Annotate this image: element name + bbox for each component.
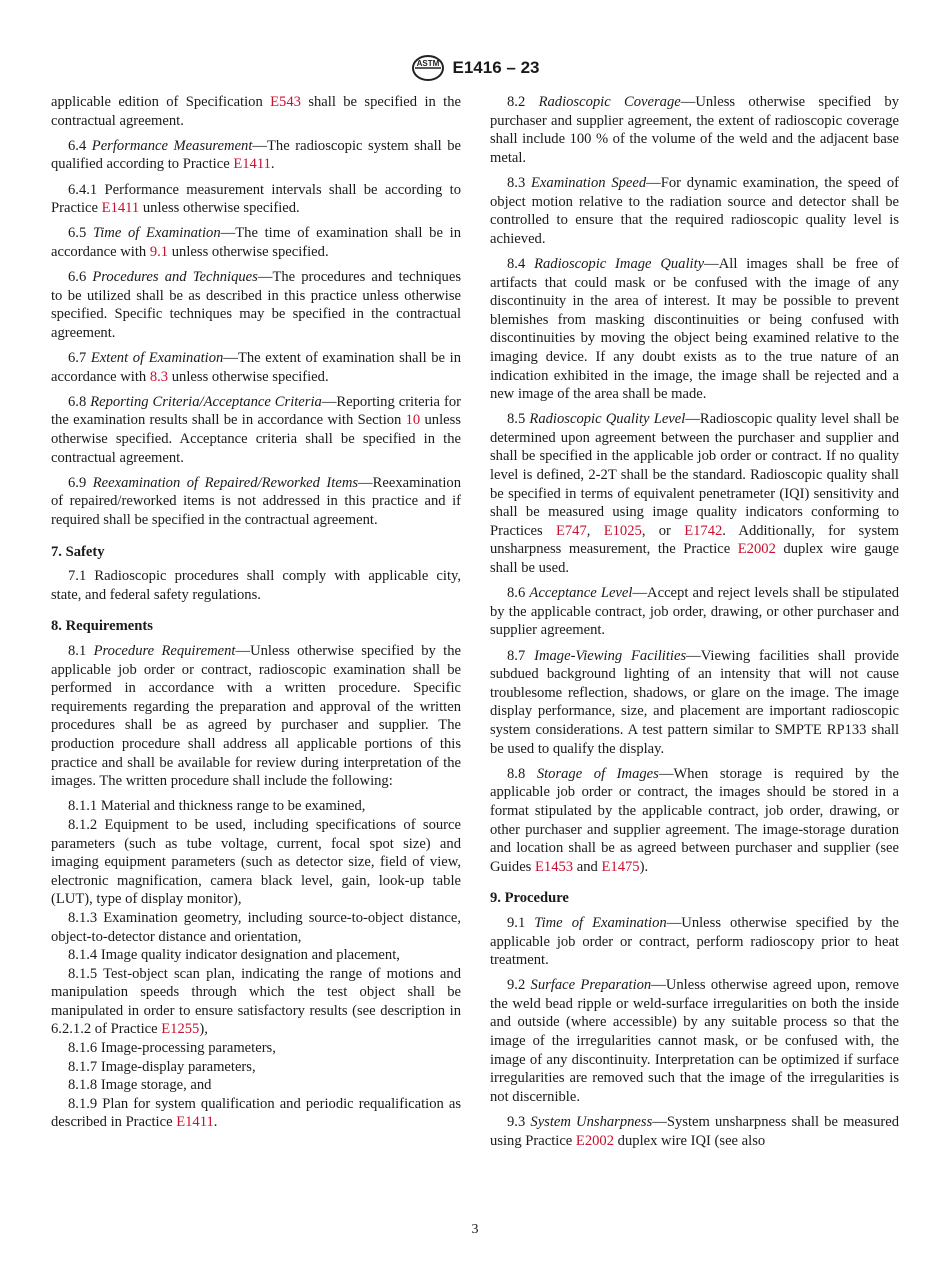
paragraph-continuation: applicable edition of Specification E543 shall be specified in the contractual agreement. xyxy=(51,94,461,129)
ref-link[interactable]: 9.1 xyxy=(149,243,169,260)
ref-link[interactable]: E747 xyxy=(555,522,587,539)
ref-link[interactable]: E1475 xyxy=(601,858,640,875)
ref-link[interactable]: E1025 xyxy=(603,522,642,539)
page-header xyxy=(0,54,950,84)
ref-link[interactable]: E1453 xyxy=(535,858,574,875)
heading-safety: 7. Safety xyxy=(51,543,105,560)
list-item: 8.1.1 Material and thickness range to be examined, xyxy=(68,798,366,815)
list-item: 8.1.5 Test-object scan plan, indicating the range of motions and manipulation speeds through which the test object shall be manipulated in order to ensure satisfactory results (see description in 6.2.1.2 of Practice E1255), xyxy=(51,965,461,1038)
section-9-3: 9.3 System Unsharpness—System unsharpness shall be measured using Practice E2002 duplex wire IQI (see also xyxy=(490,1114,899,1149)
ref-link[interactable]: 8.3 xyxy=(149,368,169,385)
astm-logo-icon xyxy=(411,54,445,82)
list-item: 8.1.3 Examination geometry, including source-to-object distance, object-to-detector distance and orientation, xyxy=(51,909,461,945)
ref-link[interactable]: E2002 xyxy=(737,541,776,558)
section-8-4: 8.4 Radioscopic Image Quality—All images shall be free of artifacts that could mask or be confused with the image of any discontinuity in the area of interest. It may be possible to prevent blemishes from masking discontinuities or being confused with discontinuities by moving the object being examined relative to the imaging device. If any doubt exists as to the true nature of an indication exhibited in the image, the image shall be rejected and a new image of the area shall be made. xyxy=(490,255,900,403)
section-9-1: 9.1 Time of Examination—Unless otherwise specified by the applicable job order or contract, perform radioscopy prior to heat treatment. xyxy=(490,914,899,969)
section-8-1: 8.1 Procedure Requirement—Unless otherwise specified by the applicable job order or contract, radioscopic examination shall be performed in accordance with a written procedure. Specific requirements regarding the preparation and approval of the written procedures shall be as agreed by purchaser and supplier. The production procedure shall address all applicable portions of this practice and shall be available for review during interpretation of the images. The written procedure shall include the following: xyxy=(51,643,462,790)
list-item: 8.1.6 Image-processing parameters, xyxy=(68,1040,276,1057)
section-6-7: 6.7 Extent of Examination—The extent of examination shall be in accordance with 8.3 unless otherwise specified. xyxy=(51,350,462,385)
left-column xyxy=(51,93,461,1132)
section-8-5: 8.5 Radioscopic Quality Level—Radioscopic quality level shall be determined upon agreement between the purchaser and supplier and shall be specified in the applicable job order or contract. If no quality level is defined, 2-2T shall be the standard. Radioscopic quality shall be specified in terms of equivalent penetrameter (IQI) sensitivity and shall be measured using image quality indicators conforming to Practices E747, E1025, or E1742. Additionally, for system unsharpness measurement, the Practice E2002 duplex wire gauge shall be used. xyxy=(490,411,900,577)
ref-link[interactable]: 10 xyxy=(405,412,421,429)
section-6-9: 6.9 Reexamination of Repaired/Reworked Items—Reexamination of repaired/reworked items is not addressed in this practice and if required shall be specified in the contractual agreement. xyxy=(51,474,461,529)
list-item: 8.1.4 Image quality indicator designation and placement, xyxy=(68,947,400,964)
section-8-2: 8.2 Radioscopic Coverage—Unless otherwise specified by purchaser and supplier agreement, the extent of radioscopic coverage shall include 100 % of the volume of the weld and the adjacent base metal. xyxy=(490,94,899,166)
list-item: 8.1.2 Equipment to be used, including specifications of source parameters (such as tube voltage, current, focal spot size) and imaging equipment parameters (such as detector size, field of view, electronic magnification, camera black level, gain, look-up table (LUT), type of display monitor), xyxy=(51,816,461,908)
list-item: 8.1.7 Image-display parameters, xyxy=(68,1058,256,1075)
section-8-6: 8.6 Acceptance Level—Accept and reject levels shall be stipulated by the applicable contract, job order, drawing, or other purchaser and supplier agreement. xyxy=(490,585,900,639)
ref-link[interactable]: E1255 xyxy=(161,1021,200,1038)
page-number: 3 xyxy=(471,1222,479,1237)
section-8-8: 8.8 Storage of Images—When storage is required by the applicable job order or contract, the images should be stored in a format stipulated by the applicable contract, job order, drawing, or other purchaser and supplier agreement. The image-storage duration and location shall be as agreed between purchaser and supplier (see Guides E1453 and E1475). xyxy=(490,765,900,875)
section-9-2: 9.2 Surface Preparation—Unless otherwise agreed upon, remove the weld bead ripple or weld-surface irregularities on both the inside and outside (where accessible) by any suitable process so that the image of the irregularities cannot mask, or be confused with, the image of any discontinuity. Interpretation can be optimized if surface irregularities are removed such that the image of the irregularities is not discernible. xyxy=(490,977,899,1105)
right-column xyxy=(490,93,899,1157)
list-item: 8.1.9 Plan for system qualification and periodic requalification as described in Practice E1411. xyxy=(51,1095,461,1131)
heading-procedure: 9. Procedure xyxy=(490,890,569,907)
svg-text:ASTM: ASTM xyxy=(416,59,439,68)
section-6-6: 6.6 Procedures and Techniques—The procedures and techniques to be utilized shall be as described in this practice unless otherwise specified. Specific techniques may be specified in the contractual agreement. xyxy=(51,269,461,341)
section-6-5: 6.5 Time of Examination—The time of examination shall be in accordance with 9.1 unless otherwise specified. xyxy=(51,225,461,260)
ref-link[interactable]: E543 xyxy=(270,94,301,110)
list-item: 8.1.8 Image storage, and xyxy=(68,1077,212,1094)
ref-link[interactable]: E1742 xyxy=(684,522,723,539)
ref-link[interactable]: E1411 xyxy=(101,200,140,217)
section-8-7: 8.7 Image-Viewing Facilities—Viewing facilities shall provide subdued background lighting of an intensity that will not cause troublesome reflection, shadows, or glare on the image. The image display performance, size, and placement are important radioscopic system considerations. A test pattern similar to SMPTE RP133 shall be used to qualify the display. xyxy=(490,647,900,757)
section-7-1: 7.1 Radioscopic procedures shall comply with applicable city, state, and federal safety regulations. xyxy=(51,568,461,603)
document-designation: E1416 – 23 xyxy=(452,58,540,77)
section-8-3: 8.3 Examination Speed—For dynamic examination, the speed of object motion relative to the radiation source and detector shall be controlled to ensure that the required radioscopic quality level is achieved. xyxy=(490,174,900,247)
ref-link[interactable]: E1411 xyxy=(176,1114,214,1131)
ref-link[interactable]: E2002 xyxy=(575,1132,615,1149)
section-6-4-1: 6.4.1 Performance measurement intervals shall be according to Practice E1411 unless otherwise specified. xyxy=(51,181,461,217)
section-6-8: 6.8 Reporting Criteria/Acceptance Criteria—Reporting criteria for the examination results shall be in accordance with Section 10 unless otherwise specified. Acceptance criteria shall be specified in the contractual agreement. xyxy=(51,393,461,466)
section-6-4: 6.4 Performance Measurement—The radioscopic system shall be qualified according to Practice E1411. xyxy=(51,137,461,173)
ref-link[interactable]: E1411 xyxy=(233,156,271,173)
heading-requirements: 8. Requirements xyxy=(51,618,153,635)
